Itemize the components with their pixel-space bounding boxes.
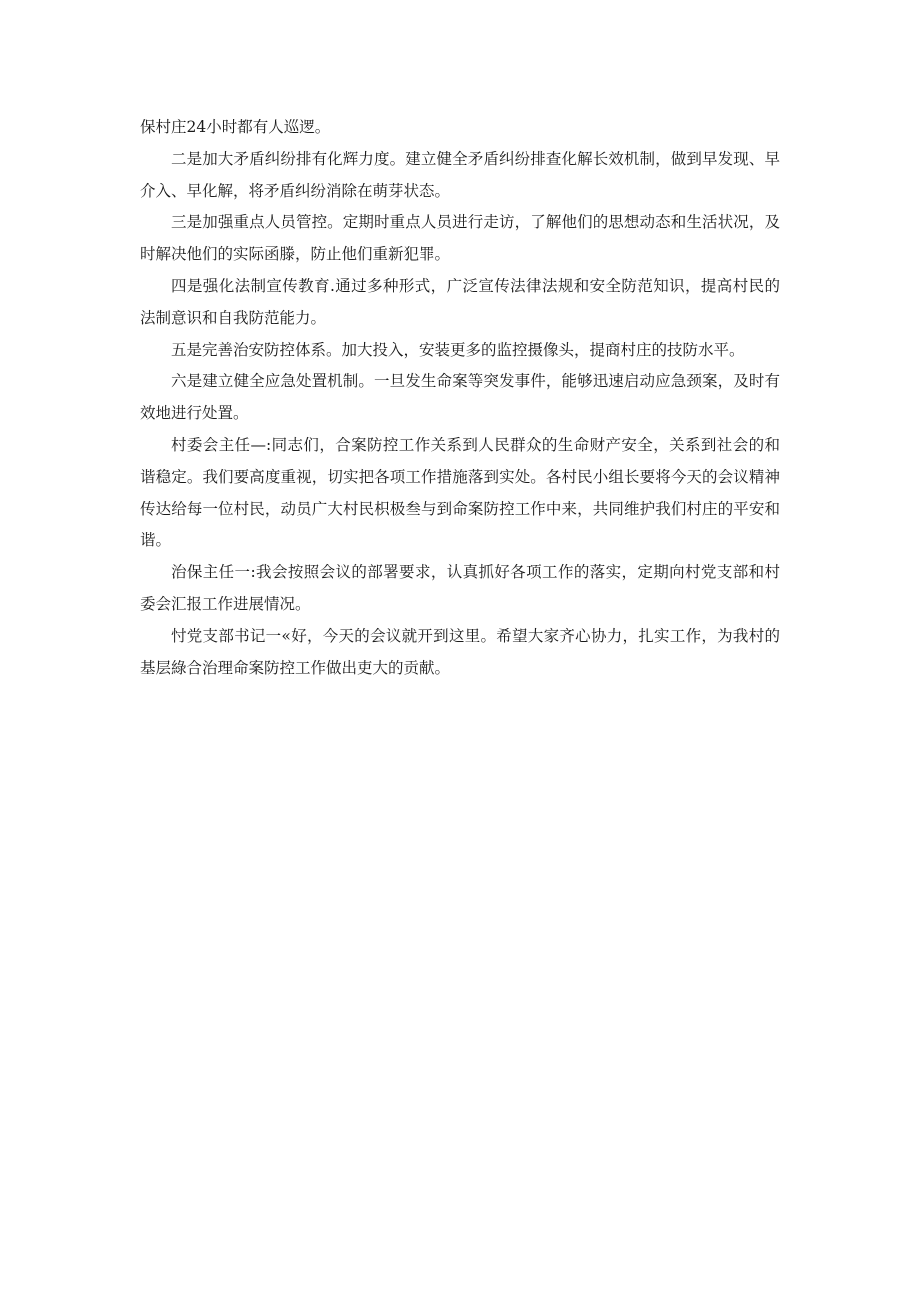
paragraph-continued: 保村庄24小时都有人巡逻。 [140,118,331,136]
paragraph-village-director: 村委会主任—:同志们，合案防控工作关系到人民群众的生命财产安全，关系到社会的和谐稳定。我们要高度重视，切实把各项工作措施落到实处。各村民小组长要将今天的会议精神传达给每一位村民，动员广大村民枳极叁与到命案防控工作中来，共同维护我们村庄的平安和谐。 [140,435,780,550]
paragraph-party-secretary: 忖党支部书记一«好，今天的会议就开到这里。希望大家齐心协力，扎实工作，为我村的基层綠合治理命案防控工作做出吏大的贡献。 [140,626,780,677]
paragraph-emergency-mechanism: 六是建立健全应急处置机制。一旦发生命案等突发事件，能够迅速启动应急颈案，及时有效地进行处置。 [140,372,780,423]
paragraph-key-personnel: 三是加强重点人员管控。定期时重点人员进行走访，了解他们的思想动态和生活状况，及时解决他们的实际函滕，防止他们重新犯罪。 [140,213,780,264]
paragraph-security-system: 五是完善治安防控体系。加大投入，安装更多的监控摄像头，提商村庄的技防水平。 [171,340,745,359]
paragraph-dispute-resolution: 二是加大矛盾纠纷排有化辉力度。建立健全矛盾纠纷排查化解长效机制，做到早发现、早介入、早化解，将矛盾纠纷消除在萌芽状态。 [140,149,780,200]
document-body [140,112,780,684]
paragraph-security-director: 治保主任一:我会按照会议的部署要求，认真抓好各项工作的落实，定期向村党支部和村委会汇报工作进展情况。 [140,563,780,613]
paragraph-legal-education: 四是强化法制宣传教育.通过多种形式，广泛宣传法律法规和安全防范知识，提高村民的法制意识和自我防范能力。 [140,276,780,327]
